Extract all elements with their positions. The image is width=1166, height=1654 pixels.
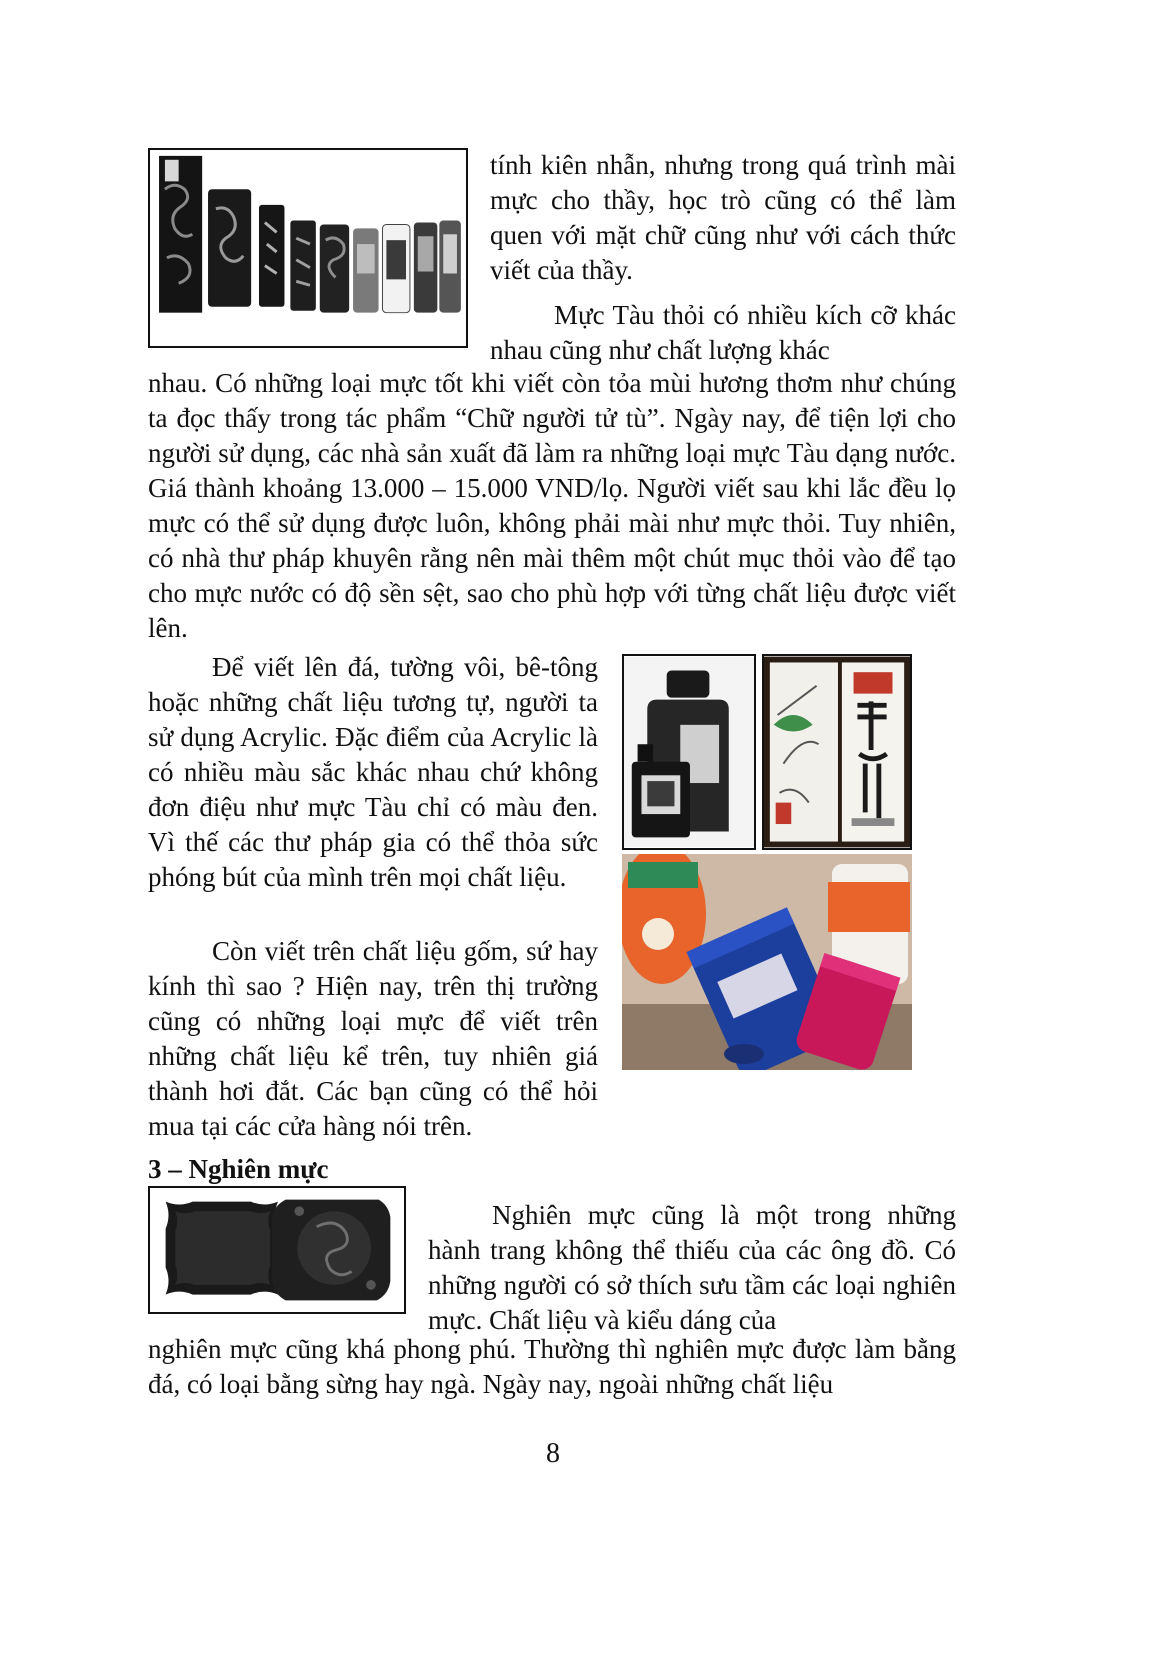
- page-number: 8: [546, 1438, 560, 1469]
- paragraph-5-continued: nghiên mực cũng khá phong phú. Thường thì nghiên mực được làm bằng đá, có loại bằng sừng hay ngà. Ngày nay, ngoài những chất liệu: [148, 1334, 956, 1399]
- paragraph-4: Còn viết trên chất liệu gốm, sứ hay kính thì sao ? Hiện nay, trên thị trường cũng có những loại mực để viết trên những chất liệu kể trên, tuy nhiên giá thành hơi đắt. Các bạn cũng có thể hỏi mua tại các cửa hàng nói trên.: [148, 936, 598, 1141]
- ink-box-image: [762, 654, 912, 850]
- ink-sticks-image: [148, 148, 468, 348]
- paragraph-1: tính kiên nhẫn, nhưng trong quá trình mài mực cho thầy, học trò cũng có thể làm quen với mặt chữ cũng như với cách thức viết của thầy.: [490, 150, 956, 285]
- paragraph-5-start: Nghiên mực cũng là một trong những hành trang không thể thiếu của các ông đồ. Có những người có sở thích sưu tầm các loại nghiên mực. Chất liệu và kiểu dáng của: [428, 1200, 956, 1335]
- acrylic-jars-image: [622, 854, 912, 1070]
- ink-box-illustration: [764, 656, 910, 848]
- paragraph-2-start: Mực Tàu thỏi có nhiều kích cỡ khác nhau cũng như chất lượng khác: [490, 300, 956, 365]
- section-heading: 3 – Nghiên mực: [148, 1154, 329, 1184]
- ink-bottle-image: [622, 654, 756, 850]
- paragraph-3: Để viết lên đá, tường vôi, bê-tông hoặc những chất liệu tương tự, người ta sử dụng Acrylic. Đặc điểm của Acrylic là có nhiều màu sắc khác nhau chứ không đơn điệu như mực Tàu chỉ có màu đen. Vì thế các thư pháp gia có thể thỏa sức phóng bút của mình trên mọi chất liệu.: [148, 652, 598, 892]
- inkstones-illustration: [150, 1188, 404, 1312]
- ink-sticks-illustration: [150, 150, 466, 346]
- inkstones-image: [148, 1186, 406, 1314]
- paragraph-2-continued: nhau. Có những loại mực tốt khi viết còn tỏa mùi hương thơm như chúng ta đọc thấy trong tác phẩm “Chữ người tử tù”. Ngày nay, để tiện lợi cho người sử dụng, các nhà sản xuất đã làm ra những loại mực Tàu dạng nước. Giá thành khoảng 13.000 – 15.000 VND/lọ. Người viết sau khi lắc đều lọ mực có thể sử dụng được luôn, không phải mài như mực thỏi. Tuy nhiên, có nhà thư pháp khuyên rằng nên mài thêm một chút mục thỏi vào để tạo cho mực nước có độ sền sệt, sao cho phù hợp với từng chất liệu được viết lên.: [148, 368, 956, 643]
- ink-bottle-illustration: [624, 656, 754, 848]
- acrylic-jars-illustration: [622, 854, 912, 1070]
